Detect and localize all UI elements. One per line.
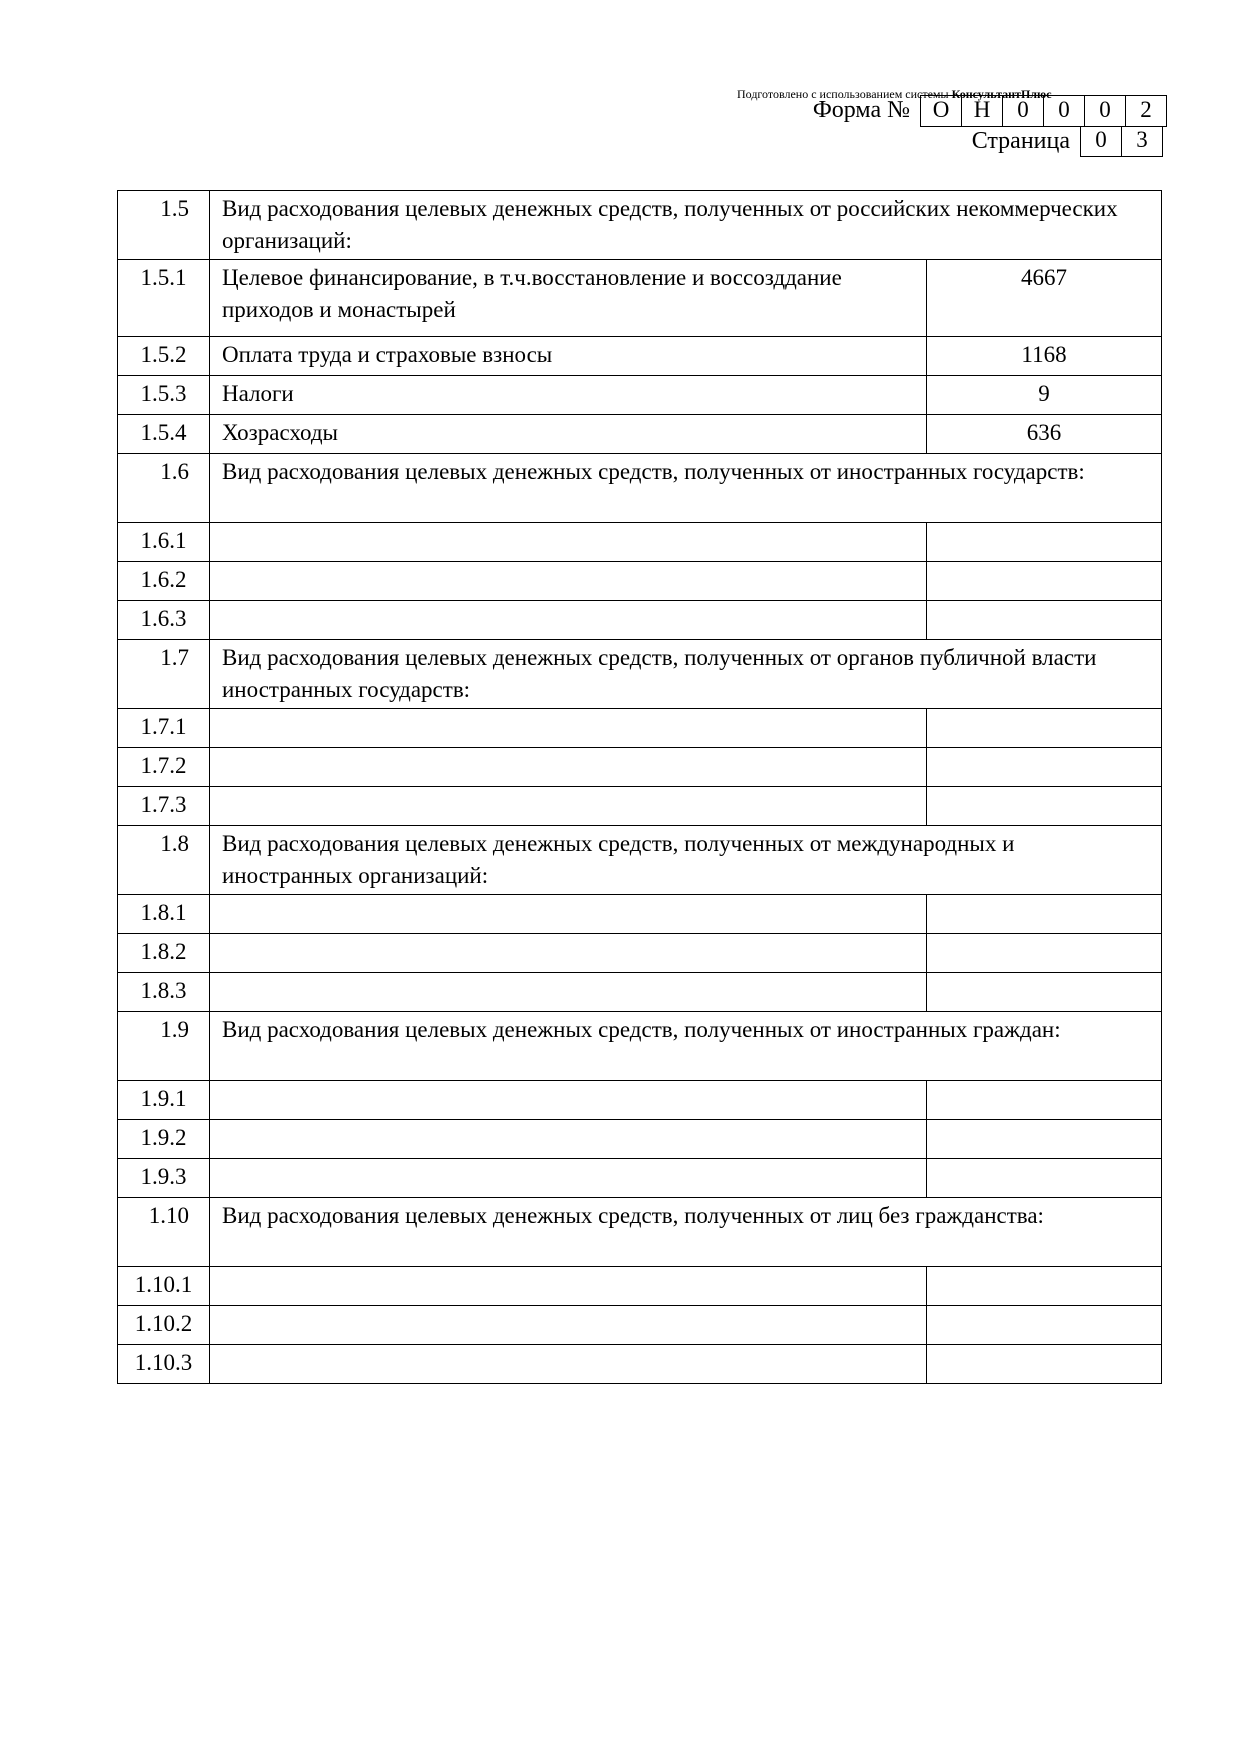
item-description: Оплата труда и страховые взносы: [210, 337, 927, 376]
item-description: [210, 1306, 927, 1345]
item-description: [210, 1267, 927, 1306]
form-code-cell: 0: [1003, 95, 1044, 127]
item-row: [118, 337, 1162, 376]
item-description: Налоги: [210, 376, 927, 415]
item-amount: [927, 1345, 1162, 1384]
item-amount: [927, 1159, 1162, 1198]
form-number-label: Форма №: [812, 97, 910, 123]
watermark-brand: КонсультантПлюс: [951, 87, 1052, 101]
section-number: 1.10: [118, 1198, 210, 1267]
item-number: 1.8.2: [118, 934, 210, 973]
item-amount: [927, 1120, 1162, 1159]
item-amount: [927, 895, 1162, 934]
item-number: 1.8.3: [118, 973, 210, 1012]
form-code-cell: О: [920, 95, 962, 127]
item-amount: 9: [927, 376, 1162, 415]
item-number: 1.10.3: [118, 1345, 210, 1384]
page-number-cell: 3: [1122, 126, 1163, 157]
item-row: [118, 973, 1162, 1012]
item-amount: [927, 1267, 1162, 1306]
item-number: 1.5.1: [118, 260, 210, 337]
item-number: 1.7.1: [118, 709, 210, 748]
item-description: [210, 748, 927, 787]
item-description: [210, 1120, 927, 1159]
item-amount: [927, 709, 1162, 748]
item-amount: 636: [927, 415, 1162, 454]
item-description: [210, 1345, 927, 1384]
item-number: 1.5.2: [118, 337, 210, 376]
item-number: 1.6.2: [118, 562, 210, 601]
item-description: [210, 1159, 927, 1198]
item-amount: [927, 523, 1162, 562]
item-number: 1.6.1: [118, 523, 210, 562]
section-title: Вид расходования целевых денежных средств, полученных от органов публичной власти иностранных государств:: [210, 640, 1162, 709]
item-number: 1.5.3: [118, 376, 210, 415]
section-number: 1.6: [118, 454, 210, 523]
item-row: [118, 562, 1162, 601]
item-description: [210, 523, 927, 562]
section-row: [118, 454, 1162, 523]
item-row: [118, 748, 1162, 787]
item-number: 1.10.1: [118, 1267, 210, 1306]
item-row: [118, 1081, 1162, 1120]
item-number: 1.9.1: [118, 1081, 210, 1120]
item-number: 1.8.1: [118, 895, 210, 934]
section-row: [118, 1198, 1162, 1267]
section-number: 1.8: [118, 826, 210, 895]
item-amount: [927, 787, 1162, 826]
form-code-cell: 0: [1085, 95, 1126, 127]
item-row: [118, 376, 1162, 415]
item-number: 1.10.2: [118, 1306, 210, 1345]
item-description: [210, 562, 927, 601]
form-number-row: [790, 95, 1167, 126]
item-amount: 4667: [927, 260, 1162, 337]
item-row: [118, 260, 1162, 337]
item-description: [210, 973, 927, 1012]
section-row: [118, 640, 1162, 709]
form-code-cell: 2: [1126, 95, 1167, 127]
item-row: [118, 934, 1162, 973]
item-row: [118, 1159, 1162, 1198]
section-title: Вид расходования целевых денежных средств, полученных от иностранных государств:: [210, 454, 1162, 523]
form-header: [790, 95, 1167, 157]
item-number: 1.9.2: [118, 1120, 210, 1159]
item-number: 1.6.3: [118, 601, 210, 640]
item-amount: [927, 1306, 1162, 1345]
item-row: [118, 601, 1162, 640]
item-description: [210, 895, 927, 934]
item-row: [118, 1120, 1162, 1159]
section-number: 1.5: [118, 191, 210, 260]
item-row: [118, 895, 1162, 934]
item-row: [118, 709, 1162, 748]
item-row: [118, 1267, 1162, 1306]
item-description: Хозрасходы: [210, 415, 927, 454]
page-number-cell: 0: [1080, 126, 1122, 157]
section-row: [118, 1012, 1162, 1081]
item-number: 1.5.4: [118, 415, 210, 454]
form-code-cell: 0: [1044, 95, 1085, 127]
section-title: Вид расходования целевых денежных средств, полученных от лиц без гражданства:: [210, 1198, 1162, 1267]
section-number: 1.9: [118, 1012, 210, 1081]
page-number-row: [790, 126, 1167, 157]
section-title: Вид расходования целевых денежных средств, полученных от российских некоммерческих организаций:: [210, 191, 1162, 260]
item-row: [118, 1306, 1162, 1345]
page-number-label: Страница: [971, 128, 1070, 154]
item-description: [210, 709, 927, 748]
section-title: Вид расходования целевых денежных средств, полученных от иностранных граждан:: [210, 1012, 1162, 1081]
item-amount: 1168: [927, 337, 1162, 376]
section-number: 1.7: [118, 640, 210, 709]
item-row: [118, 1345, 1162, 1384]
item-amount: [927, 562, 1162, 601]
item-description: [210, 601, 927, 640]
item-row: [118, 415, 1162, 454]
item-amount: [927, 601, 1162, 640]
item-number: 1.9.3: [118, 1159, 210, 1198]
item-row: [118, 523, 1162, 562]
item-amount: [927, 934, 1162, 973]
section-row: [118, 191, 1162, 260]
item-row: [118, 787, 1162, 826]
item-number: 1.7.2: [118, 748, 210, 787]
item-description: [210, 1081, 927, 1120]
item-description: [210, 787, 927, 826]
watermark-prefix: Подготовлено с использованием системы: [737, 87, 952, 101]
item-description: Целевое финансирование, в т.ч.восстановление и воссозддание приходов и монастырей: [210, 260, 927, 337]
item-number: 1.7.3: [118, 787, 210, 826]
item-amount: [927, 973, 1162, 1012]
expenditure-table: [117, 190, 1162, 1384]
form-code-cell: Н: [962, 95, 1003, 127]
section-row: [118, 826, 1162, 895]
item-amount: [927, 1081, 1162, 1120]
item-amount: [927, 748, 1162, 787]
item-description: [210, 934, 927, 973]
section-title: Вид расходования целевых денежных средств, полученных от международных и иностранных организаций:: [210, 826, 1162, 895]
